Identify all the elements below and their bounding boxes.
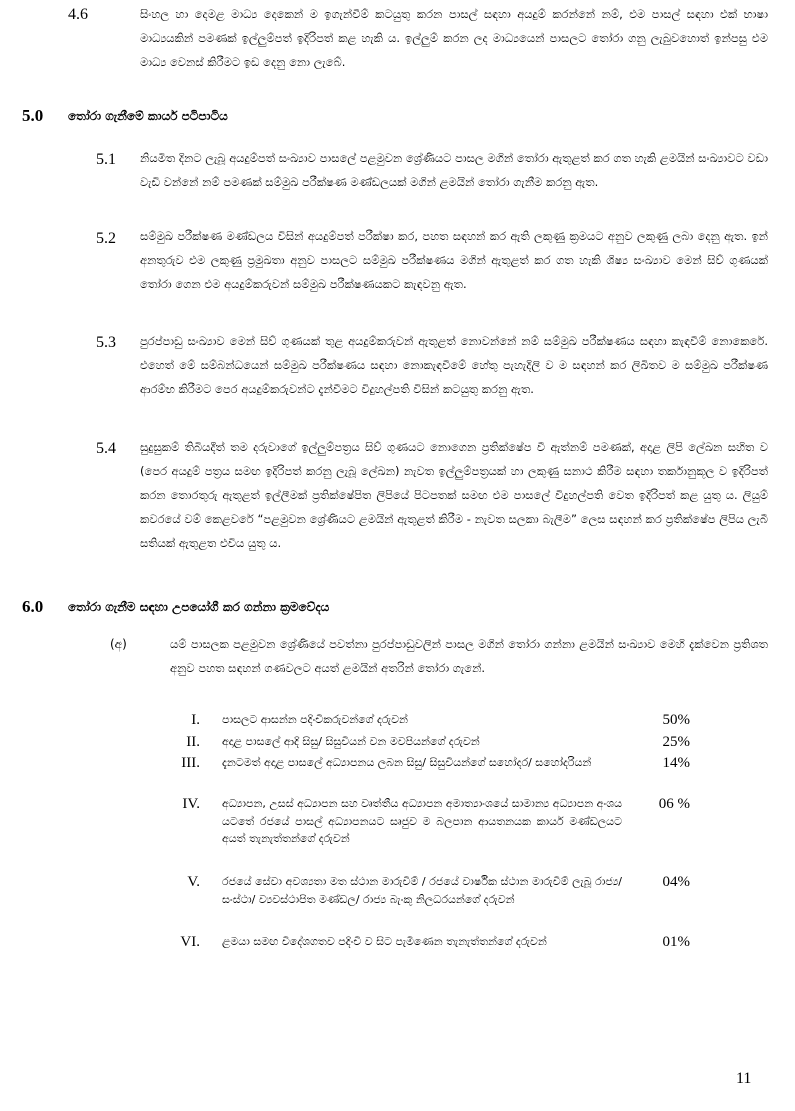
subsection-number: 5.4 [96,440,116,457]
section-heading-number: 6.0 [22,597,44,616]
subsection-number: 5.1 [96,151,116,168]
row-numeral: I. [191,712,200,728]
section-heading-number: 5.0 [22,106,44,125]
row-description: අධ්‍යාපන, උසස් අධ්‍යාපන සහ වෘත්තීය අධ්‍යාපන අමාත්‍යාංශයේ සාමාන්‍ය අධ්‍යාපන අංශය යටතේ රජයේ පාසල් අධ්‍යාපනයට සෘජුව ම බලපාන ආයතනයක කාර්ය මණ්ඩලයට අයත් තැනැත්තන්ගේ දරුවන් [222,797,622,845]
row-percentage: 50% [662,712,690,728]
page-number: 11 [736,1070,752,1087]
subsection-number: 5.3 [96,334,116,351]
subsection-paragraph: යම් පාසලක පළමුවන ශ්‍රේණියේ පවත්නා පුරප්පාඩුවලින් පාසල මගින් තෝරා ගන්නා ළමයින් සංඛ්‍යාව මෙහි දැක්වෙන ප්‍රතිශත අනුව පහත සඳහන් ගණවලට අයත් ළමයින් අතරින් තෝරා ගැනේ. [170,637,768,675]
row-description: රජයේ සේවා අවශ්‍යතා මත ස්ථාන මාරුවීම් / රජයේ වාර්ෂික ස්ථාන මාරුවීම් ලැබූ රාජ්‍ය/ සංස්ථා/ ව්‍යවස්ථාපිත මණ්ඩල/ රාජ්‍ය බැංකු නිලධරයන්ගේ දරුවන් [222,875,622,906]
row-numeral: II. [186,734,200,750]
row-numeral: V. [187,874,200,890]
subsection-paragraph: පුරප්පාඩු සංඛ්‍යාව මෙන් සිව් ගුණයක් තුළ අයදුම්කරුවන් ඇතුළත් නොවන්නේ නම් සම්මුඛ පරීක්ෂණය සඳහා කැඳවීම් නොකෙරේ. එහෙත් මේ සම්බන්ධයෙන් සම්මුඛ පරීක්ෂණය සඳහා නොකැඳවීමේ හේතු පැහැදිලි ව ම සඳහන් කර ලිඛිතව ම සම්මුඛ පරීක්ෂණ ආරම්භ කිරීමට පෙර අයදුම්කරුවන්ට දැන්වීමට විදුහල්පති විසින් කටයුතු කරනු ඇත. [140,334,768,396]
subsection-paragraph: සම්මුඛ පරීක්ෂණ මණ්ඩලය විසින් අයදුම්පත් පරීක්ෂා කර, පහත සඳහන් කර ඇති ලකුණු ක්‍රමයට අනුව ලකුණු ලබා දෙනු ඇත. ඉන් අනතුරුව එම ලකුණු ප්‍රමුඛතා අනුව පාසලට සම්මුඛ පරීක්ෂණය මගින් ඇතුළත් කර ගත හැකි ශිෂ්‍ය සංඛ්‍යාව මෙන් සිව් ගුණයක් තෝරා ගෙන එම අයදුම්කරුවන් සම්මුඛ පරීක්ෂණයකට කැඳවනු ඇත. [140,229,768,291]
row-description: අදාළ පාසලේ ආදි සිසු/ සිසුවියන් වන මවපියන්ගේ දරුවන් [222,735,480,748]
subsection-number: 5.2 [96,230,116,247]
subsection-paragraph: සුදුසුකම් තිබියදීත් තම දරුවාගේ ඉල්ලුම්පත්‍රය සිව් ගුණයට නොගෙන ප්‍රතික්ෂේප වී ඇත්නම් පමණක්, අදාළ ලිපි ලේඛන සහිත ව (පෙර අයදුම් පත්‍රය සමඟ ඉදිරිපත් කරනු ලැබූ ලේඛන) නැවත ඉල්ලුම්පත්‍රයක් හා ලකුණු සනාථ කිරීම සඳහා තර්කානුකූල ව ඉදිරිපත් කරන තොරතුරු ඇතුළත් ඉල්ලීමක් ප්‍රතික්ෂේපිත ලිපියේ පිටපතක් සමඟ එම පාසලේ විදුහල්පති වෙත ඉදිරිපත් කළ යුතු ය. ලියුම් කවරයේ වම් කෙළවරේ “පළමුවන ශ්‍රේණියට ළමයින් ඇතුළත් කිරීම - නැවත සලකා බැලීම” ලෙස සඳහන් කර ප්‍රතික්ෂේප ලිපිය ලැබී සතියක් ඇතුළත එවිය යුතු ය. [140,440,768,550]
row-percentage: 04% [662,874,690,890]
row-percentage: 06 % [658,796,690,812]
row-description: දැනටමත් අදාළ පාසලේ අධ්‍යාපනය ලබන සිසු/ සිසුවියන්ගේ සහෝදර/ සහෝදරියන් [222,756,592,769]
row-percentage: 25% [662,734,690,750]
row-description: ළමයා සමඟ විදේශගතව පදිංචි ව සිට පැමිණෙන තැනැත්තන්ගේ දරුවන් [222,935,547,948]
subsection-label: (අ) [110,637,127,651]
section-number: 4.6 [68,6,88,23]
row-percentage: 01% [662,934,690,950]
section-heading: තෝරා ගැනීම සඳහා උපයෝගී කර ගන්නා ක්‍රමවේදය [68,600,330,614]
row-numeral: IV. [182,796,200,812]
row-numeral: VI. [180,934,200,950]
row-description: පාසලට ආසන්න පදිංචිකරුවන්ගේ දරුවන් [222,713,408,726]
row-percentage: 14% [662,755,690,771]
subsection-paragraph: නියමිත දිනට ලැබූ අයදුම්පත් සංඛ්‍යාව පාසලේ පළමුවන ශ්‍රේණියට පාසල මගින් තෝරා ඇතුළත් කර ගත හැකි ළමයින් සංඛ්‍යාවට වඩා වැඩි වන්නේ නම් පමණක් සම්මුඛ පරීක්ෂණ මණ්ඩලයක් මගින් ළමයින් තෝරා ගැනීම කරනු ඇත. [140,151,768,189]
section-heading: තෝරා ගැනීමේ කාර්ය පටිපාටිය [68,109,228,123]
row-numeral: III. [181,755,200,771]
section-paragraph: සිංහල හා දෙමළ මාධ්‍ය දෙකෙන් ම ඉගැන්වීම් කටයුතු කරන පාසල් සඳහා අයදුම් කරන්නේ නම්, එම පාසල් සඳහා එක් භාෂා මාධ්‍යයකින් පමණක් ඉල්ලුම්පත් ඉදිරිපත් කළ හැකි ය. ඉල්ලුම් කරන ලද මාධ්‍යයෙන් පාසලට තෝරා ගනු ලැබුවහොත් ඉන්පසු එම මාධ්‍ය වෙනස් කිරීමට ඉඩ දෙනු නො ලැබේ. [140,7,768,69]
